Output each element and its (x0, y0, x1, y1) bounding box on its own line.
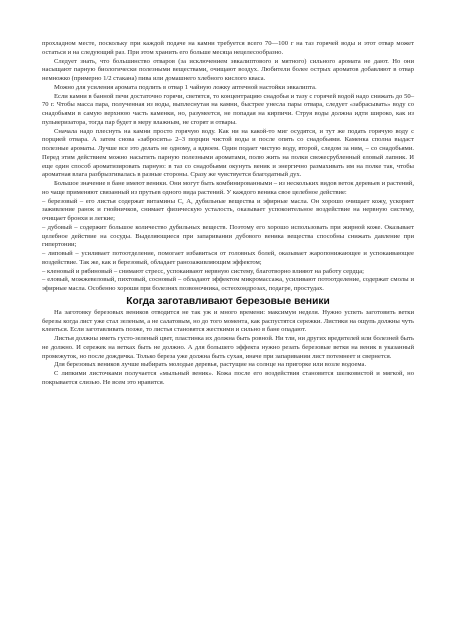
text-section-after-heading (42, 309, 414, 388)
paragraph: – кленовый и рябиновый – снимают стресс, успокаивают нервную систему, благотворно влияют на работу сердца; (42, 267, 364, 275)
paragraph: На заготовку березовых веников отводится не так уж и много времени: максимум неделя. Нужно успеть заготовить ветки березы когда лист уже стал зеленым, а не салатовым, но до того момента, как распустятся сережки. Листики на ощупь должны чуть клеиться. Если заготавливать позже, то листья становятся жесткими и сильно в бане опадают. (42, 308, 414, 334)
paragraph: Для березовых веников лучше выбирать молодые деревья, растущие на солнце на пригорке или возле водоема. (54, 361, 367, 369)
paragraph: Если камни в банной печи достаточно горячи, светятся, то концентрацию снадобья и тазу с горячей водой надо снижать до 50–70 г. Чтобы масса пара, полученная из воды, выплеснутая на камни, быстрее унесла пары отвара, следует «забрасывать» воду со снадобьями в самую верхнюю часть каменки, но, разумеется, не попадая на кирпичи. Струя воды должна идти широко, как из пульверизатора, тогда пар будет в меру влажным, не сгорят и отвары. (42, 92, 414, 126)
paragraph: – липовый – усиливает потоотделение, помогает избавиться от головных болей, оказывает жаропонижающее и успокаивающее воздействие. Так же, как и березовый, обладает ранозаживляющим эффектом; (42, 250, 414, 266)
paragraph: – березовый – его листья содержат витамины С, А, дубильные вещества и эфирные масла. Он хорошо очищает кожу, ускоряет заживление ранок и гнойничков, снимает физическую усталость, оказывает успокоительное воздействие на нервную систему, очищает бронхи и легкие; (42, 197, 414, 222)
section-heading: Когда заготавливают березовые веники (126, 295, 330, 307)
paragraph: С липкими листочками получается «мыльный веник». Кожа после его воздействия становится шелковистой и мягкой, но покрывается слизью. Не всем это нравится. (42, 370, 414, 386)
paragraph: – дубовый – содержит большое количество дубильных веществ. Поэтому его хорошо использовать при жирной коже. Оказывает целебное действие на сосуды. Выделяющиеся при запаривании дубового веника вещества способны снижать давление при гипертонии; (42, 223, 414, 249)
paragraph: Большое значение в бане имеют веники. Они могут быть комбинированными – из нескольких видов веток деревьев и растений, но чаще применяют связанный из прутьев одного вида растений. У каждого веника свое целебное действие: (42, 180, 414, 196)
paragraph: – еловый, можжевеловый, пихтовый, сосновый – обладают эффектом микромассажа, усиливают потоотделение, содержат смолы и эфирные масла. Особенно хороши при болезнях позвоночника, остеохондрозах, подагре, простудах. (42, 276, 414, 292)
paragraph: прохладном месте, поскольку при каждой подаче на камни требуется всего 70—100 г на таз горячей воды и этот отвар может остаться и на следующий раз. При этом хранить его больше месяца нецелесообразно. (42, 40, 414, 56)
paragraph: Сначала надо плеснуть на камни просто горячую воду. Как ни на какой-то миг осудятся, и тут же подать горячую воду с порцией отвара. А затем снова «забросить» 2–3 порции чистой воды и после опять со снадобьями. Каменка сполна выдаст полезные ароматы. Лучше все это делать не одному, а вдвоем. Один подает чистую воду, второй, следом за ним, – со снадобьями. Перед этим действием можно насытить парную полезными ароматами, полю жить на полки свежесрубленный еловый лапник. И еще один способ ароматизировать парную: в таз со снадобьями окунуть веник и энергично размахивать им на полке так, чтобы ароматная влага разбрызгивалась в разные стороны. Сразу же чувствуется благодатный дух. (42, 127, 414, 179)
paragraph: Можно для усиления аромата подлить в отвар 1 чайную ложку аптечной настойки эвкалипта. (54, 83, 317, 91)
document-page (42, 40, 414, 388)
paragraph: Следует знать, что большинство отваров (за исключением эвкалиптового и мятного) сильного аромата не дают. Но они насыщают парную биологически полезными веществами, очищают воздух. Любители более острых ароматов добавляют в отвар немножко (примерно 1/2 стакана) пива или домашнего хлебного кислого кваса. (42, 57, 414, 82)
paragraph: Листья должны иметь густо-зеленый цвет, пластинка их должна быть ровной. Ни тли, ни других вредителей или болезней быть не должно. И сережек на ветках быть не должно. А для большего эффекта нужно резать березовые ветки на веник в указанный промежуток, но после дождичка. Только береза уже должна быть сухая, иначе при запаривании лист потемнеет и свернется. (42, 335, 414, 360)
text-section-before-heading (42, 40, 414, 294)
